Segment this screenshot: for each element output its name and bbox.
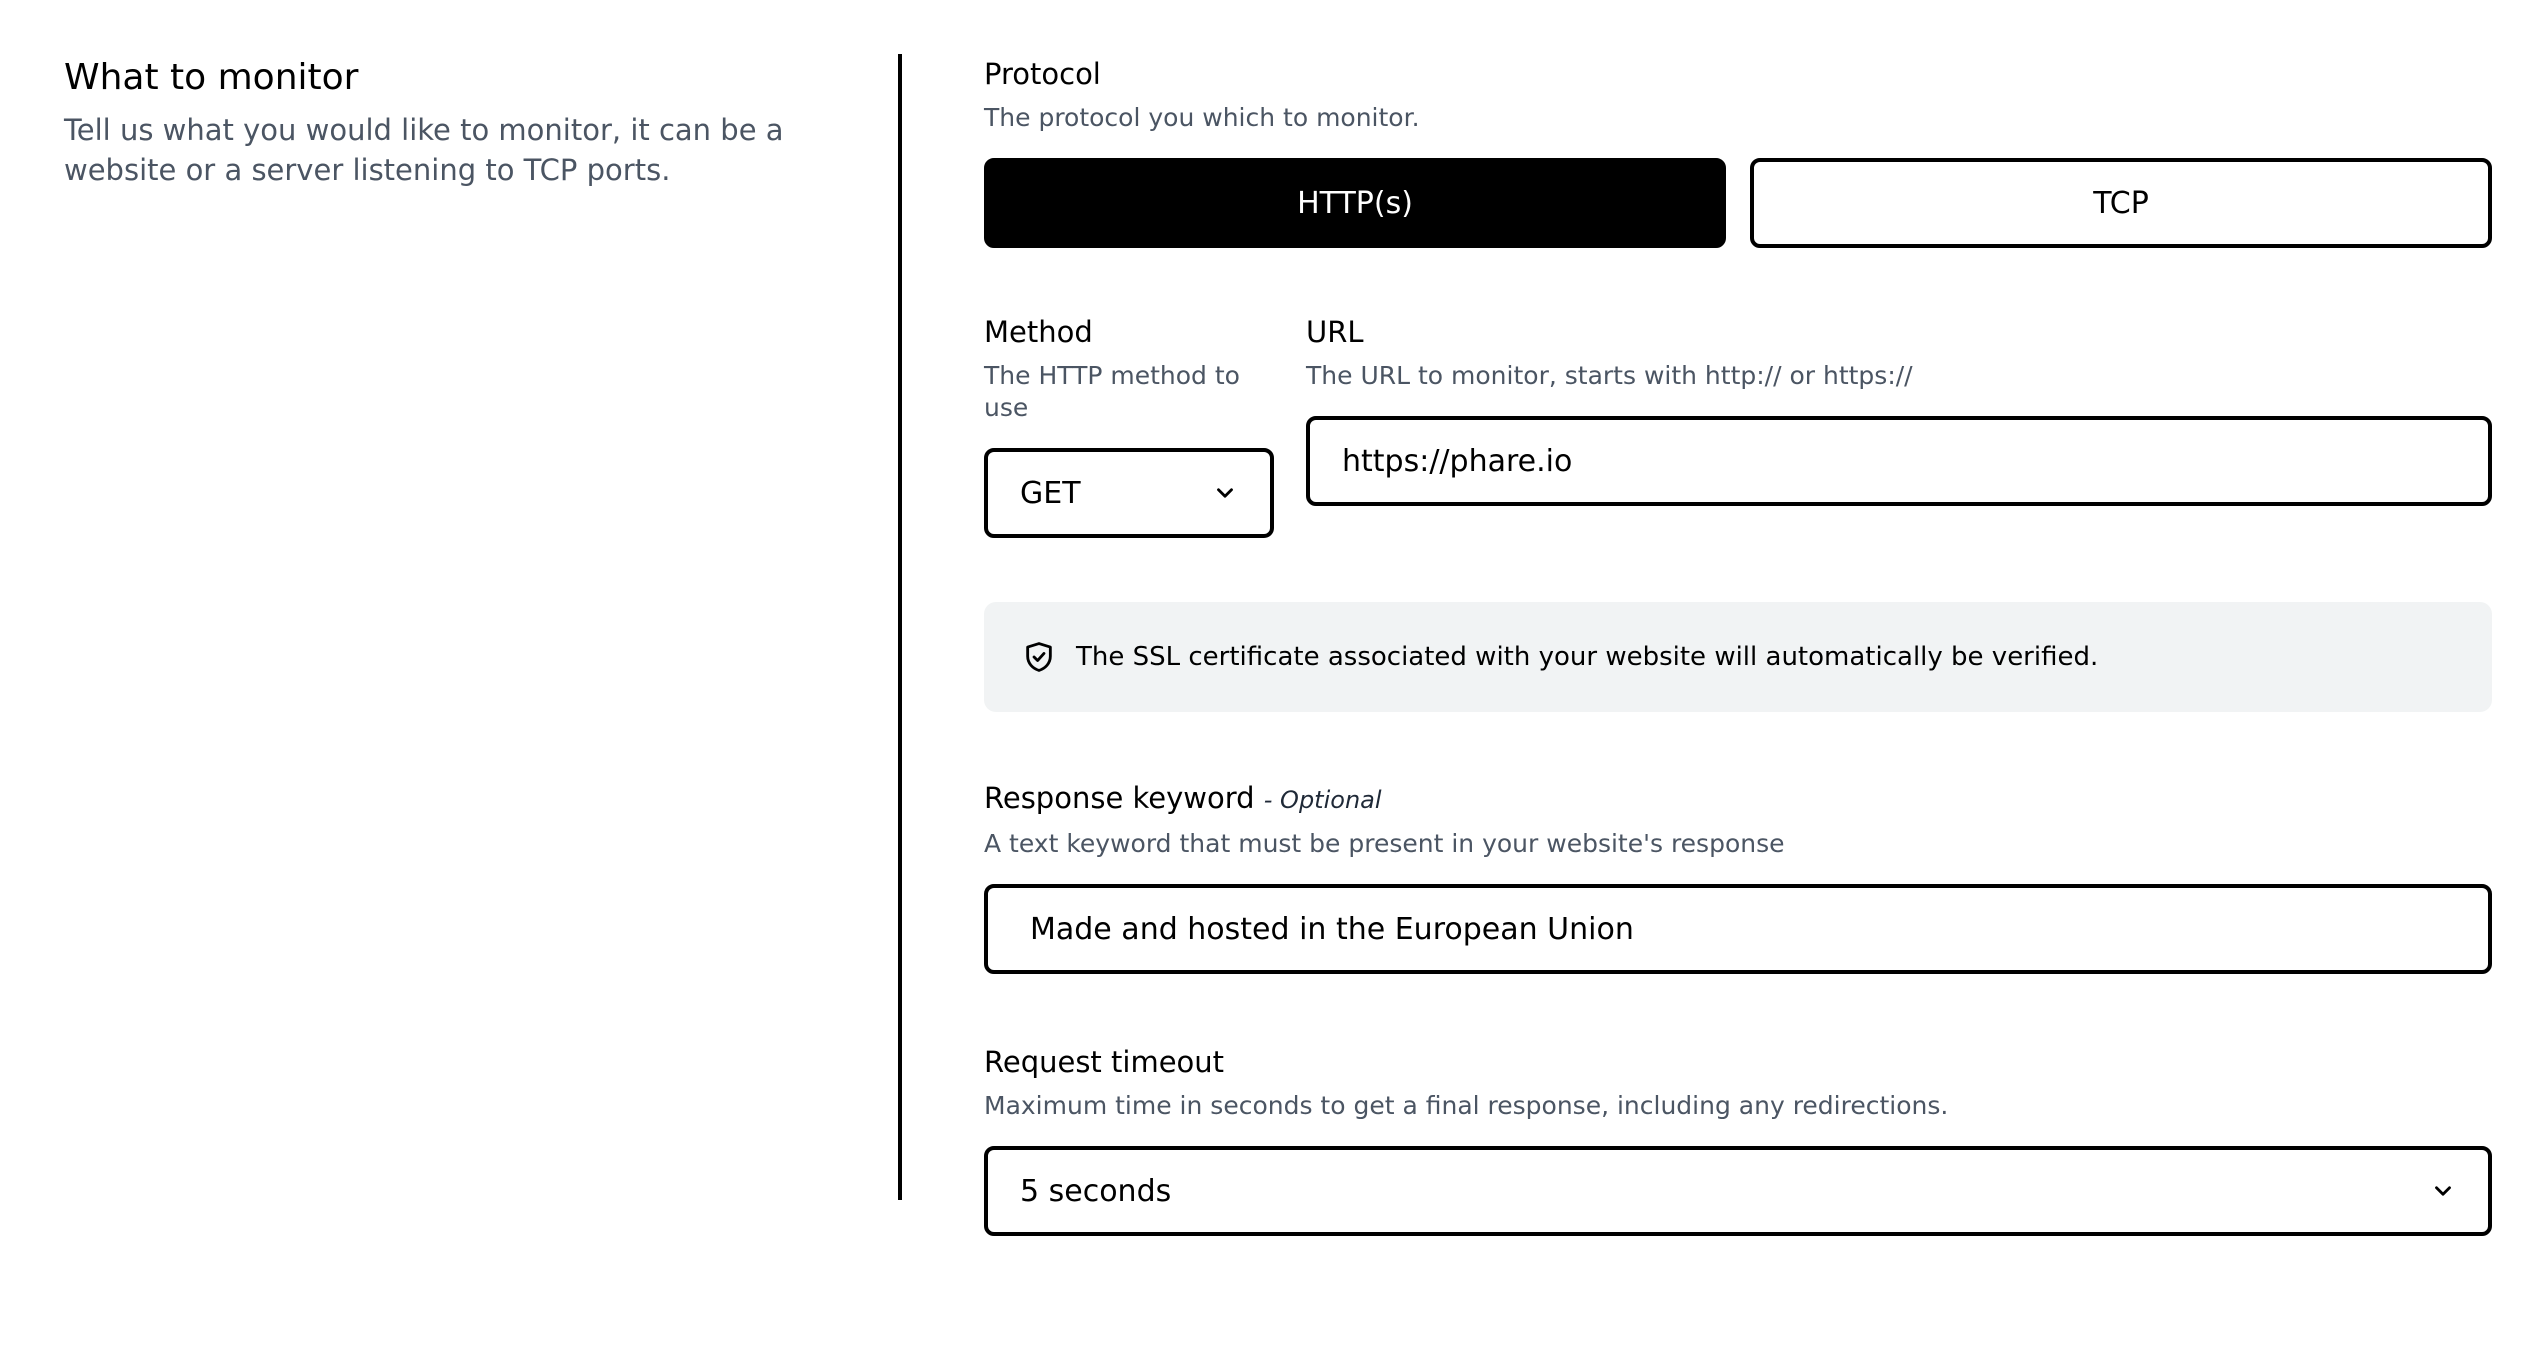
protocol-group	[984, 56, 2492, 248]
monitor-form	[984, 56, 2492, 1236]
section-description: Tell us what you would like to monitor, it can be a website or a server listening to TCP ports.	[64, 113, 784, 187]
request-timeout-value: 5 seconds	[1020, 1173, 1172, 1209]
request-timeout-help: Maximum time in seconds to get a final response, including any redirections.	[984, 1091, 1949, 1120]
protocol-toggle	[984, 158, 2492, 248]
section-title: What to monitor	[64, 57, 359, 98]
shield-check-icon	[1022, 639, 1056, 675]
method-help: The HTTP method to use	[984, 361, 1240, 422]
chevron-down-icon	[2430, 1178, 2456, 1204]
ssl-notice	[984, 602, 2492, 712]
method-label: Method	[984, 315, 1093, 349]
protocol-http-button[interactable]: HTTP(s)	[984, 158, 1726, 248]
response-keyword-help: A text keyword that must be present in your website's response	[984, 829, 1785, 858]
response-keyword-label-text: Response keyword	[984, 781, 1255, 815]
url-help: The URL to monitor, starts with http:// or https://	[1306, 361, 1913, 390]
chevron-down-icon	[1212, 480, 1238, 506]
intro-section	[64, 56, 824, 190]
method-group	[984, 314, 1274, 538]
url-input[interactable]	[1306, 416, 2492, 506]
response-keyword-value: Made and hosted in the European Union	[1030, 911, 1634, 947]
url-input-value: https://phare.io	[1342, 443, 1573, 479]
protocol-tcp-button[interactable]: TCP	[1750, 158, 2492, 248]
url-label: URL	[1306, 315, 1364, 349]
optional-tag: - Optional	[1263, 786, 1382, 814]
method-select[interactable]	[984, 448, 1274, 538]
method-select-value: GET	[1020, 475, 1081, 511]
response-keyword-label	[984, 780, 2492, 818]
ssl-notice-text: The SSL certificate associated with your website will automatically be verified.	[1076, 642, 2099, 672]
response-keyword-group	[984, 780, 2492, 974]
vertical-divider	[898, 54, 902, 1200]
method-url-row	[984, 314, 2492, 538]
response-keyword-input[interactable]	[984, 884, 2492, 974]
request-timeout-select[interactable]	[984, 1146, 2492, 1236]
request-timeout-group	[984, 1044, 2492, 1236]
protocol-label: Protocol	[984, 57, 1101, 91]
protocol-help: The protocol you which to monitor.	[984, 103, 1420, 132]
request-timeout-label: Request timeout	[984, 1045, 1225, 1079]
url-group	[1306, 314, 2492, 538]
